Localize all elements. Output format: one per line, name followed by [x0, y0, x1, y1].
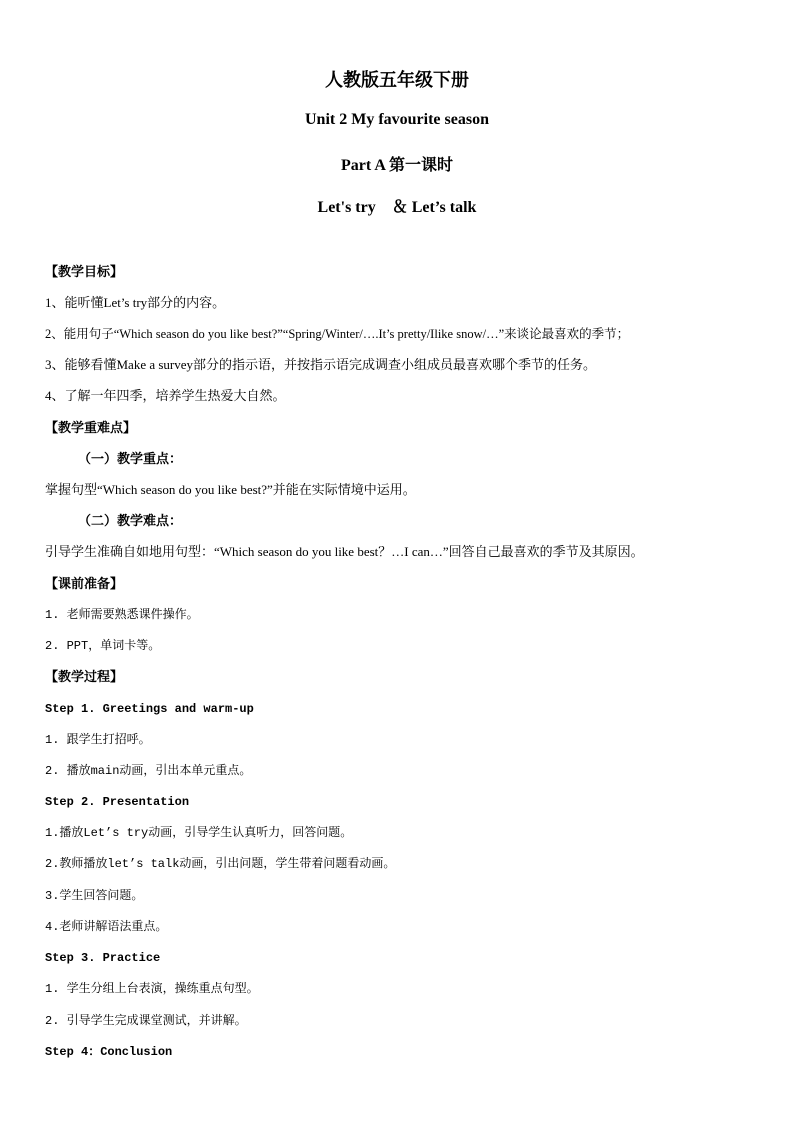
- lesson-title: Let's try ＆ Let’s talk: [317, 199, 477, 216]
- difficulty-heading: （二）教学难点：: [78, 513, 183, 528]
- step2-item: 2.教师播放let’s talk动画，引出问题，学生带着问题看动画。: [45, 857, 396, 871]
- step1-item: 1. 跟学生打招呼。: [45, 733, 151, 747]
- focus-heading: （一）教学重点：: [78, 451, 183, 466]
- step2-title: Step 2. Presentation: [45, 795, 190, 809]
- step3-item: 2. 引导学生完成课堂测试，并讲解。: [45, 1014, 247, 1028]
- focus-text: 掌握句型“Which season do you like best?”并能在实际情境中运用。: [45, 482, 416, 497]
- unit-title: Unit 2 My favourite season: [305, 111, 489, 128]
- step2-item: 4.老师讲解语法重点。: [45, 920, 168, 934]
- step1-item: 2. 播放main动画，引出本单元重点。: [45, 764, 252, 778]
- step3-title: Step 3. Practice: [45, 951, 161, 965]
- part-title: Part A 第一课时: [341, 157, 453, 174]
- objective-item: 2、能用句子“Which season do you like best?”“Spring/Winter/….It’s pretty/Ilike snow/…”来谈论最喜欢的季节；: [45, 327, 630, 341]
- preparation-heading: 【课前准备】: [45, 576, 124, 591]
- step3-item: 1. 学生分组上台表演，操练重点句型。: [45, 982, 259, 996]
- preparation-item: 1. 老师需要熟悉课件操作。: [45, 608, 199, 622]
- objective-item: 3、能够看懂Make a survey部分的指示语，并按指示语完成调查小组成员最喜欢哪个季节的任务。: [45, 357, 597, 372]
- document-title: 人教版五年级下册: [325, 70, 469, 90]
- step2-item: 3.学生回答问题。: [45, 889, 144, 903]
- step2-item: 1.播放Let’s try动画，引导学生认真听力，回答问题。: [45, 826, 353, 840]
- objective-item: 4、了解一年四季，培养学生热爱大自然。: [45, 388, 286, 403]
- objectives-heading: 【教学目标】: [45, 264, 124, 279]
- process-heading: 【教学过程】: [45, 669, 124, 684]
- difficulty-text: 引导学生准确自如地用句型：“Which season do you like best？…I can…”回答自己最喜欢的季节及其原因。: [45, 544, 644, 559]
- step1-title: Step 1. Greetings and warm-up: [45, 702, 254, 716]
- step4-title: Step 4：Conclusion: [45, 1045, 173, 1059]
- objective-item: 1、能听懂Let’s try部分的内容。: [45, 295, 226, 310]
- key-points-heading: 【教学重难点】: [45, 420, 137, 435]
- preparation-item: 2. PPT，单词卡等。: [45, 639, 161, 653]
